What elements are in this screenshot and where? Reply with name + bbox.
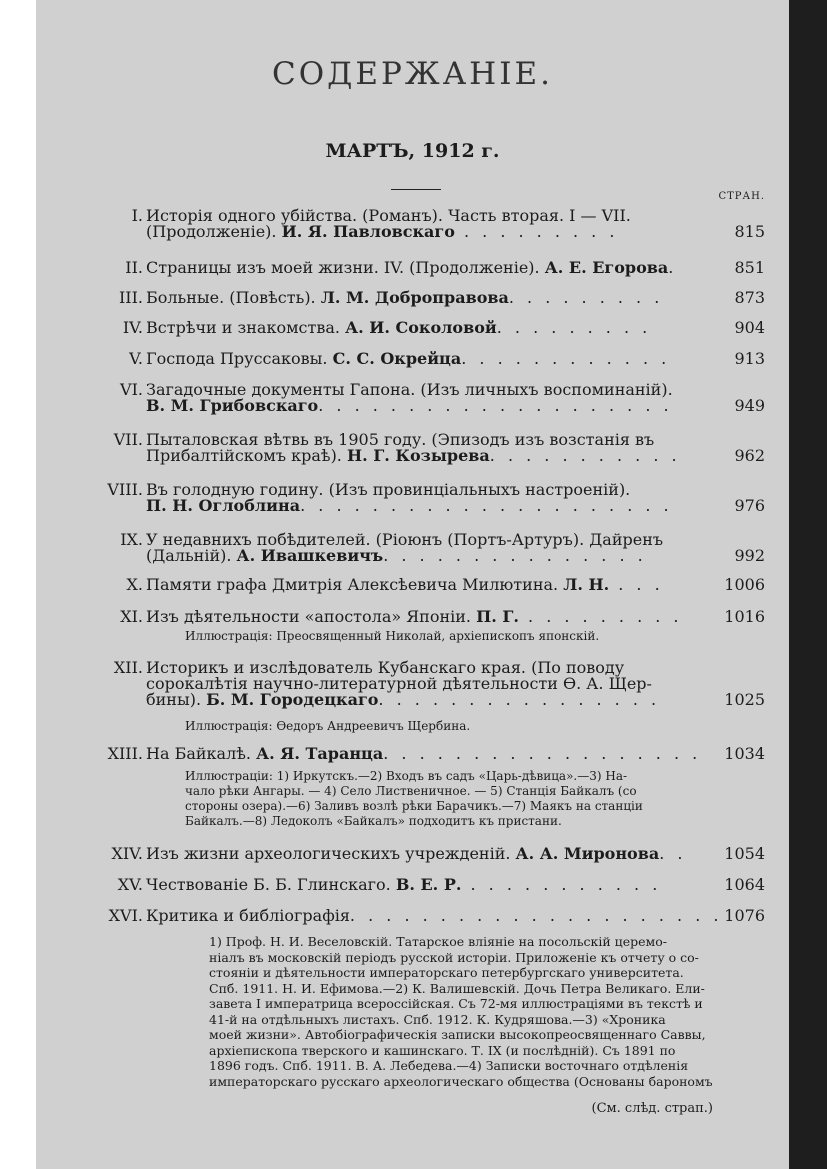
entry-number: XII.	[113, 658, 143, 677]
entry-title: На Байкалѣ.	[146, 744, 257, 763]
toc-line	[36, 908, 789, 924]
toc-entry	[36, 609, 789, 625]
page-number: 1025	[724, 690, 765, 709]
entry-text	[146, 351, 670, 367]
scan-left-margin	[0, 0, 36, 1169]
entry-title: Встрѣчи и знакомства.	[146, 318, 346, 337]
entry-text	[146, 448, 681, 464]
entry-title: Пыталовская вѣтвь въ 1905 году. (Эпизодъ изъ возстанія въ	[146, 430, 655, 449]
page-number: 949	[734, 396, 765, 415]
note-line: 1896 годъ. Спб. 1911. В. А. Лебедева.—4) Записки восточнаго отдѣленія	[209, 1058, 689, 1073]
toc-entry	[36, 577, 789, 593]
note-line: ніалъ въ московскій періодъ русской исторіи. Приложеніе къ отчету о со-	[209, 949, 699, 965]
caption-line: чало рѣки Ангары. — 4) Село Лиственичное. — 5) Станція Байкалъ (со	[185, 784, 637, 798]
entry-author: Л. Н.	[563, 575, 610, 594]
toc-line	[36, 746, 789, 762]
entry-number: III.	[118, 288, 143, 307]
page-column-header: СТРАН.	[718, 191, 765, 202]
caption-line: Иллюстрація: Преосвященный Николай, архіепископъ японскій.	[185, 629, 600, 643]
critique-note	[209, 934, 713, 1089]
entry-title: Страницы изъ моей жизни. IV. (Продолженіе).	[146, 258, 545, 277]
page-number: 873	[734, 288, 765, 307]
entry-number: V.	[129, 349, 143, 368]
entry-text	[146, 224, 618, 240]
toc-line	[36, 351, 789, 367]
entry-author: Л. М. Доброправова	[320, 288, 509, 307]
dot-leader: . . . . . . . . . . . . . . . .	[378, 690, 661, 709]
entry-number: IX.	[120, 530, 143, 549]
toc-line	[36, 609, 789, 625]
dot-leader: . . . . . . . . . . .	[489, 446, 681, 465]
entry-text	[146, 548, 647, 564]
caption-line: Иллюстраціи: 1) Иркутскъ.—2) Входъ въ садъ «Царь-дѣвица».—3) На-	[185, 769, 628, 783]
page-number: 992	[734, 546, 765, 565]
page-number: 1006	[724, 575, 765, 594]
entry-author: В. Е. Р.	[395, 875, 462, 894]
note-line: завета I императрица всероссійская. Съ 72-мя иллюстраціями въ текстѣ и	[209, 996, 703, 1011]
entry-title: Памяти графа Дмитрія Алексѣевича Милютина.	[146, 575, 564, 594]
entry-title: Критика и библіографія	[146, 906, 350, 925]
entry-title: Прибалтійскомъ краѣ).	[146, 446, 347, 465]
toc-line	[36, 224, 789, 240]
entry-number: II.	[125, 258, 143, 277]
entry-author: П. Г.	[476, 607, 519, 626]
entry-number: X.	[126, 575, 143, 594]
entry-number: XIV.	[111, 844, 143, 863]
entry-author: А. Я. Таранца	[256, 744, 384, 763]
entry-number: XVI.	[108, 906, 143, 925]
entry-number: VI.	[120, 380, 143, 399]
toc-entry	[36, 846, 789, 862]
entry-text	[146, 746, 701, 762]
note-line: стояніи и дѣятельности императорскаго петербургскаго университета.	[209, 965, 684, 980]
note-line: Спб. 1911. Н. И. Ефимова.—2) К. Валишевскій. Дочь Петра Великаго. Ели-	[209, 980, 705, 996]
note-line: архіепископа тверского и кашинскаго. Т. IX (и послѣдній). Съ 1891 по	[209, 1042, 676, 1058]
entry-number: VII.	[113, 430, 143, 449]
dot-leader: . . . . . . . . . . . . . . . . . . . . .	[300, 496, 673, 515]
entry-text	[146, 877, 661, 893]
page-number: 1034	[724, 744, 765, 763]
toc-entry	[36, 482, 789, 514]
entry-number: XIII.	[107, 744, 143, 763]
entry-title: Господа Пруссаковы.	[146, 349, 333, 368]
caption-line: стороны озера).—6) Заливъ возлѣ рѣки Барачикъ.—7) Маякъ на станціи	[185, 799, 643, 813]
issue-date: МАРТЪ, 1912 г.	[325, 140, 500, 162]
entry-title: Больные. (Повѣсть).	[146, 288, 321, 307]
toc-entry	[36, 208, 789, 240]
toc-line	[36, 577, 789, 593]
toc-line	[36, 398, 789, 414]
entry-title: (Продолженіе).	[146, 222, 282, 241]
entry-text	[146, 290, 663, 306]
entry-title: Историкъ и изслѣдователь Кубанскаго края. (По поводу	[146, 658, 625, 677]
page-number: 913	[734, 349, 765, 368]
toc-line	[36, 846, 789, 862]
dot-leader: . . . . . . . . .	[518, 607, 683, 626]
dot-leader: . . . . . . . . . . . . . . . . . . . .	[318, 396, 673, 415]
toc-line	[36, 448, 789, 464]
toc-entry	[36, 908, 789, 924]
page-number: 962	[734, 446, 765, 465]
illustration-caption-xiii	[185, 769, 643, 829]
note-line: 1) Проф. Н. И. Веселовскій. Татарское вліяніе на посольскій церемо-	[209, 934, 667, 949]
entry-author: А. Е. Егорова	[544, 258, 669, 277]
dot-leader: . . . . . . . . .	[454, 222, 619, 241]
divider-rule	[391, 189, 441, 190]
entry-author: А. И. Соколовой	[345, 318, 497, 337]
toc-entry	[36, 260, 789, 276]
toc-line	[36, 290, 789, 306]
entry-author: В. М. Грибовскаго	[146, 396, 319, 415]
entry-number: IV.	[122, 318, 143, 337]
entry-number: XV.	[117, 875, 143, 894]
entry-title: У недавнихъ побѣдителей. (Ріоюнъ (Портъ-Артуръ). Дайренъ	[146, 530, 664, 549]
page-number: 1016	[724, 607, 765, 626]
toc-line	[36, 548, 789, 564]
page-title: СОДЕРЖАНІЕ.	[272, 56, 553, 92]
toc-entry	[36, 351, 789, 367]
entry-title: бины).	[146, 690, 207, 709]
entry-text	[146, 609, 683, 625]
toc-line	[36, 260, 789, 276]
page-number: 1076	[724, 906, 765, 925]
entry-title: (Дальній).	[146, 546, 237, 565]
toc-entry	[36, 877, 789, 893]
entry-title: сорокалѣтія научно-литературной дѣятельности Ѳ. А. Щер-	[146, 674, 652, 693]
entry-title: Загадочные документы Гапона. (Изъ личныхъ воспоминаній).	[146, 380, 673, 399]
dot-leader: . .	[659, 844, 687, 863]
entry-author: А. А. Миронова	[515, 844, 660, 863]
scan-right-margin	[789, 0, 827, 1169]
entry-author: А. Ивашкевичъ	[236, 546, 384, 565]
toc-entry	[36, 660, 789, 708]
note-line: императорскаго русскаго археологическаго общества (Основаны барономъ	[209, 1073, 713, 1089]
entry-title: Изъ жизни археологическихъ учрежденій.	[146, 844, 516, 863]
page-number: 815	[734, 222, 765, 241]
toc-line	[36, 877, 789, 893]
dot-leader: . . . . . . . . . . . . . . . . . .	[383, 744, 702, 763]
entry-text	[146, 320, 651, 336]
entry-title: Изъ дѣятельности «апостола» Японіи.	[146, 607, 477, 626]
dot-leader: . . . . . . . . .	[508, 288, 664, 307]
entry-text	[146, 398, 673, 414]
caption-line: Байкалъ.—8) Ледоколъ «Байкалъ» подходитъ къ пристани.	[185, 814, 562, 828]
entry-author: С. С. Окрейца	[332, 349, 462, 368]
toc-entry	[36, 382, 789, 414]
continued-note: (См. слѣд. страп.)	[591, 1101, 713, 1116]
entry-number: I.	[131, 206, 143, 225]
note-line: 41-й на отдѣльныхъ листахъ. Спб. 1912. К. Кудряшова.—3) «Хроника	[209, 1011, 666, 1027]
entry-text	[146, 692, 660, 708]
entry-number: VIII.	[107, 480, 143, 499]
entry-author: П. Н. Оглоблина	[146, 496, 301, 515]
illustration-caption-xii	[185, 719, 470, 734]
contents-page	[36, 0, 789, 1169]
illustration-caption-xi	[185, 629, 599, 644]
entry-text	[146, 908, 722, 924]
entry-title: Исторія одного убійства. (Романъ). Часть вторая. I — VII.	[146, 206, 631, 225]
entry-author: Н. Г. Козырева	[346, 446, 490, 465]
entry-text	[146, 577, 664, 593]
entry-text	[146, 260, 677, 276]
page-number: 1064	[724, 875, 765, 894]
entry-number: XI.	[120, 607, 143, 626]
toc-line	[36, 320, 789, 336]
entry-text	[146, 498, 673, 514]
entry-title: Въ голодную годину. (Изъ провинціальныхъ настроеній).	[146, 480, 631, 499]
page-number: 851	[734, 258, 765, 277]
toc-entry	[36, 432, 789, 464]
dot-leader: .	[668, 258, 678, 277]
page-number: 976	[734, 496, 765, 515]
note-line: моей жизни». Автобіографическія записки высокопреосвященнаго Саввы,	[209, 1027, 706, 1042]
entry-author: И. Я. Павловскаго	[281, 222, 455, 241]
entry-title: Чествованіе Б. Б. Глинскаго.	[146, 875, 396, 894]
entry-text	[146, 846, 686, 862]
toc-entry	[36, 320, 789, 336]
page-number: 904	[734, 318, 765, 337]
page-number: 1054	[724, 844, 765, 863]
toc-entry	[36, 532, 789, 564]
toc-line	[36, 692, 789, 708]
dot-leader: . . .	[609, 575, 664, 594]
dot-leader: . . . . . . . . . . . .	[461, 349, 671, 368]
toc-line	[36, 498, 789, 514]
entry-author: Б. М. Городецкаго	[206, 690, 379, 709]
dot-leader: . . . . . . . . .	[496, 318, 652, 337]
dot-leader: . . . . . . . . . . . . . . . . . . . . .	[349, 906, 723, 925]
dot-leader: . . . . . . . . . . .	[461, 875, 662, 894]
caption-line: Иллюстрація: Ѳедоръ Андреевичъ Щербина.	[185, 719, 471, 733]
dot-leader: . . . . . . . . . . . . . . .	[383, 546, 647, 565]
toc-entry	[36, 746, 789, 762]
toc-entry	[36, 290, 789, 306]
